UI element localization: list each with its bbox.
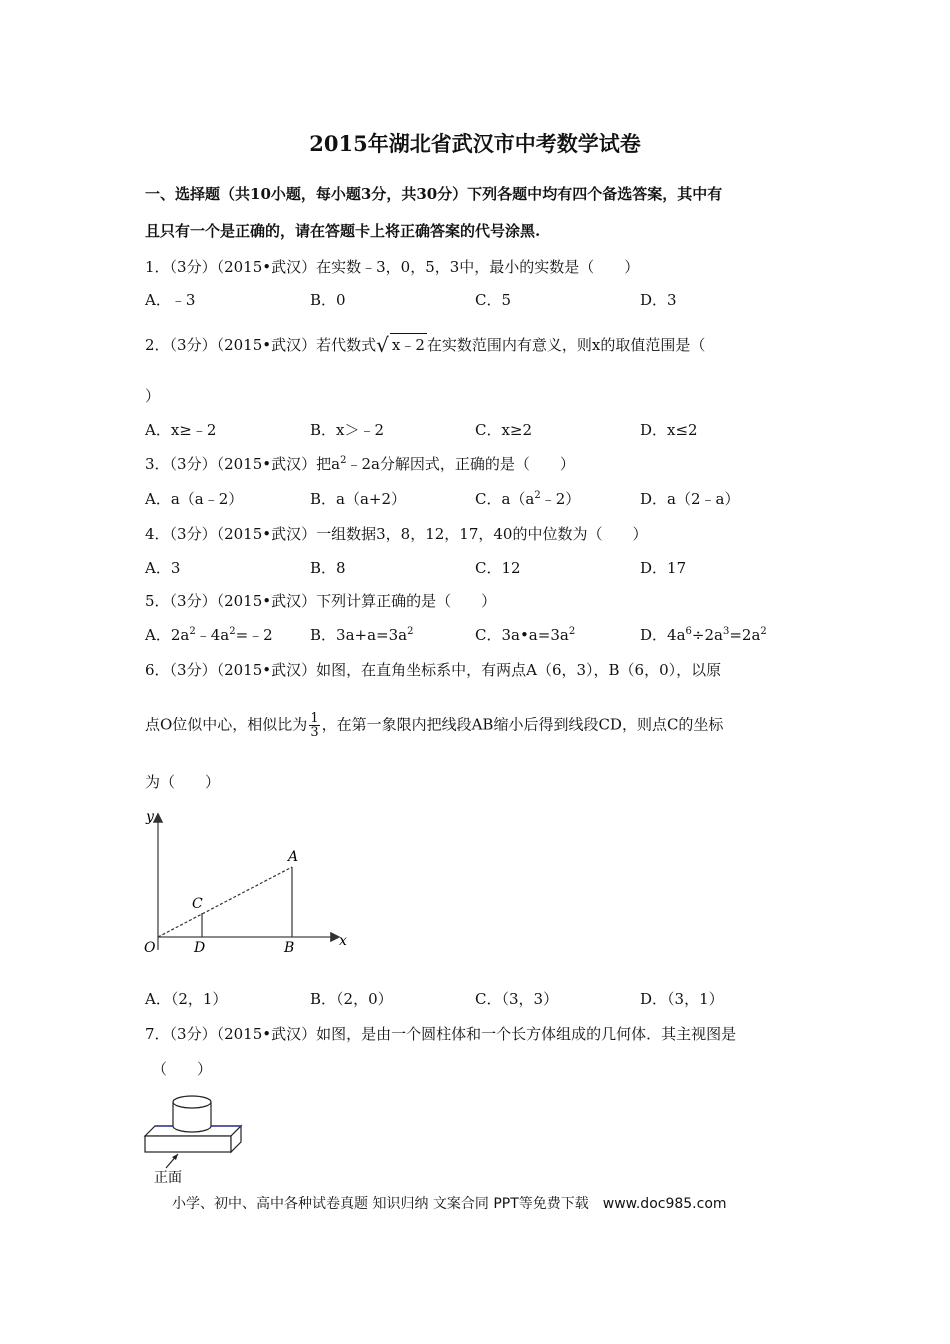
q7-stem-line2: （ ） bbox=[152, 1060, 213, 1078]
q5-option-c bbox=[475, 624, 575, 645]
q6-coordinate-figure bbox=[140, 805, 355, 960]
q6-stem-line2-pre: 点O位似中心，相似比为 bbox=[145, 715, 308, 734]
q5-opt-d-sup2: 3 bbox=[722, 626, 730, 637]
q4-option-b: B．8 bbox=[310, 559, 346, 577]
q7-solid-figure bbox=[140, 1090, 250, 1185]
label-d: D bbox=[194, 940, 206, 956]
q5-opt-c-sup: 2 bbox=[568, 626, 576, 637]
q5-opt-d-3: =2a bbox=[729, 626, 761, 644]
q5-opt-d-1: D．4a bbox=[640, 626, 686, 644]
q3-opt-c-post: ﹣2） bbox=[540, 490, 581, 508]
q5-option-b bbox=[310, 624, 413, 645]
q6-stem-line2 bbox=[145, 712, 723, 739]
q7-stem-line1: 7．（3分）（2015•武汉）如图，是由一个圆柱体和一个长方体组成的几何体．其主视图是 bbox=[145, 1025, 737, 1043]
q5-opt-c-1: C．3a•a=3a bbox=[475, 626, 569, 644]
q2-stem-pre: 2．（3分）（2015•武汉）若代数式 bbox=[145, 336, 377, 354]
q5-opt-d-sup1: 6 bbox=[685, 626, 692, 637]
cylinder-top bbox=[173, 1096, 211, 1108]
q5-opt-a-sup2: 2 bbox=[229, 626, 236, 637]
q2-stem bbox=[145, 333, 705, 357]
q1-option-a: A．﹣3 bbox=[145, 291, 196, 309]
label-o: O bbox=[144, 940, 156, 956]
sqrt-sign: √ bbox=[376, 333, 389, 357]
q6-option-b: B．（2，0） bbox=[310, 990, 393, 1008]
q6-option-a: A．（2，1） bbox=[145, 990, 228, 1008]
label-b: B bbox=[284, 940, 295, 956]
q3-opt-c-pre: C．a（a bbox=[475, 490, 535, 508]
line-oa bbox=[158, 867, 292, 937]
fraction-denominator: 3 bbox=[310, 725, 319, 740]
q5-stem: 5．（3分）（2015•武汉）下列计算正确的是（ ） bbox=[145, 592, 497, 610]
q2-option-b: B．x＞﹣2 bbox=[310, 421, 385, 439]
q5-option-a bbox=[145, 624, 273, 645]
q2-radicand: x﹣2 bbox=[390, 333, 427, 355]
q2-option-c: C．x≥2 bbox=[475, 421, 533, 439]
q3-option-a: A．a（a﹣2） bbox=[145, 490, 244, 508]
front-label: 正面 bbox=[154, 1170, 182, 1185]
q1-option-b: B．0 bbox=[310, 291, 346, 309]
q1-option-d: D．3 bbox=[640, 291, 677, 309]
ratio-fraction bbox=[309, 712, 319, 739]
label-c: C bbox=[192, 896, 203, 912]
q2-stem-cont: ） bbox=[145, 387, 161, 405]
q3-option-c bbox=[475, 488, 580, 509]
q5-opt-b-1: B．3a+a=3a bbox=[310, 626, 408, 644]
q5-opt-a-3: =﹣2 bbox=[235, 626, 273, 644]
section-heading-line1: 一、选择题（共10小题，每小题3分，共30分）下列各题中均有四个备选答案，其中有 bbox=[145, 185, 723, 203]
page-title: 2015年湖北省武汉市中考数学试卷 bbox=[309, 131, 641, 156]
q2-option-a: A．x≥﹣2 bbox=[145, 421, 217, 439]
q1-stem: 1．（3分）（2015•武汉）在实数﹣3，0，5，3中，最小的实数是（ ） bbox=[145, 258, 640, 276]
label-y: y bbox=[146, 809, 154, 825]
q4-option-c: C．12 bbox=[475, 559, 521, 577]
q2-option-d: D．x≤2 bbox=[640, 421, 698, 439]
fraction-numerator: 1 bbox=[310, 711, 319, 726]
q6-option-d: D．（3，1） bbox=[640, 990, 724, 1008]
q4-option-d: D．17 bbox=[640, 559, 687, 577]
label-x: x bbox=[339, 933, 347, 949]
q3-opt-c-sup: 2 bbox=[534, 490, 541, 501]
q5-opt-a-sup1: 2 bbox=[189, 626, 196, 637]
q5-opt-a-2: ﹣4a bbox=[195, 626, 230, 644]
q1-option-c: C．5 bbox=[475, 291, 512, 309]
q5-opt-d-2: ÷2a bbox=[691, 626, 723, 644]
q3-stem-post: ﹣2a分解因式，正确的是（ ） bbox=[346, 455, 575, 473]
q3-option-b: B．a（a+2） bbox=[310, 490, 407, 508]
q3-sup: 2 bbox=[340, 455, 347, 466]
section-heading-line2: 且只有一个是正确的，请在答题卡上将正确答案的代号涂黑. bbox=[145, 222, 541, 240]
q5-opt-b-sup: 2 bbox=[407, 626, 414, 637]
q5-option-d bbox=[640, 624, 767, 645]
q4-option-a: A．3 bbox=[145, 559, 181, 577]
q6-stem-line2-post: ，在第一象限内把线段AB缩小后得到线段CD，则点C的坐标 bbox=[321, 715, 724, 734]
page-footer: 小学、初中、高中各种试卷真题 知识归纳 文案合同 PPT等免费下载 www.doc985.com bbox=[172, 1196, 727, 1212]
q3-option-d: D．a（2﹣a） bbox=[640, 490, 740, 508]
q5-opt-d-sup3: 2 bbox=[760, 626, 767, 637]
q6-option-c: C．（3，3） bbox=[475, 990, 559, 1008]
q4-stem: 4．（3分）（2015•武汉）一组数据3，8，12，17，40的中位数为（ ） bbox=[145, 525, 648, 543]
label-a: A bbox=[288, 849, 299, 865]
q6-stem-line1: 6．（3分）（2015•武汉）如图，在直角坐标系中，有两点A（6，3），B（6，0），以原 bbox=[145, 661, 722, 679]
q3-stem bbox=[145, 453, 575, 474]
q2-stem-post: 在实数范围内有意义，则x的取值范围是（ bbox=[426, 336, 706, 354]
q6-stem-line3: 为（ ） bbox=[145, 773, 221, 791]
q5-opt-a-1: A．2a bbox=[145, 626, 190, 644]
q3-stem-pre: 3．（3分）（2015•武汉）把a bbox=[145, 455, 341, 473]
box-front-face bbox=[145, 1136, 231, 1152]
